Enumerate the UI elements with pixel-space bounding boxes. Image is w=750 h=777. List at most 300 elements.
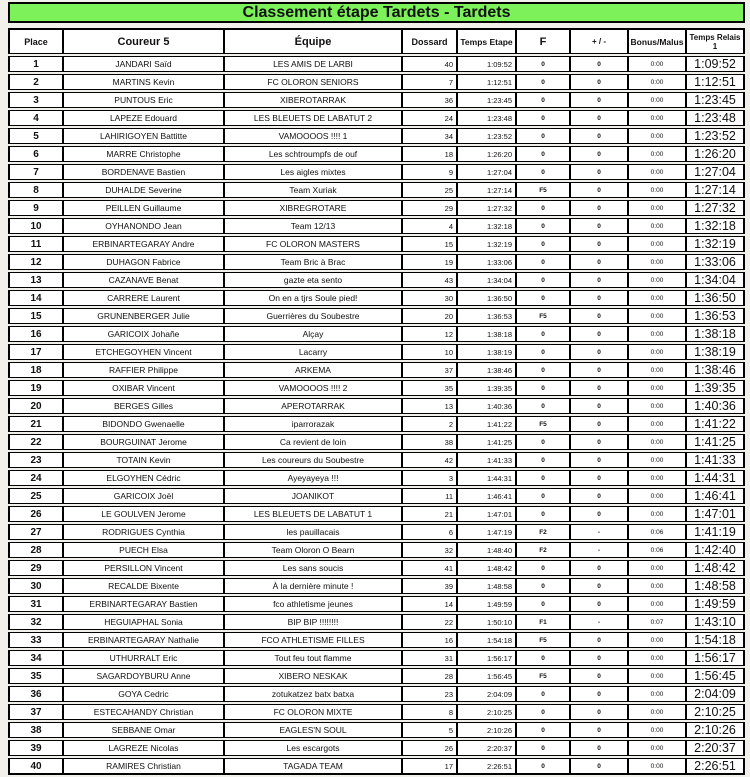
dossard-cell: 14 xyxy=(402,596,457,612)
column-header-plus-minus: + / - xyxy=(570,28,628,54)
temps-relais-cell: 1:39:35 xyxy=(686,380,745,396)
place-cell: 6 xyxy=(8,146,63,162)
table-row xyxy=(8,668,745,684)
column-header-bonus-malus: Bonus/Malus xyxy=(628,28,686,54)
temps-etape-cell: 1:49:59 xyxy=(457,596,516,612)
coureur-cell: LAGREZE Nicolas xyxy=(63,740,224,756)
column-header-f: F xyxy=(516,28,570,54)
table-row xyxy=(8,272,745,288)
plus-minus-cell: 0 xyxy=(570,182,628,198)
table-row xyxy=(8,686,745,702)
equipe-cell: FC OLORON MIXTE xyxy=(224,704,402,720)
plus-minus-cell: 0 xyxy=(570,110,628,126)
dossard-cell: 13 xyxy=(402,398,457,414)
equipe-cell: zotukatzez batx batxa xyxy=(224,686,402,702)
place-cell: 30 xyxy=(8,578,63,594)
f-cell: 0 xyxy=(516,236,570,252)
bonus-malus-cell: 0:00 xyxy=(628,236,686,252)
temps-etape-cell: 1:38:18 xyxy=(457,326,516,342)
f-cell: 0 xyxy=(516,758,570,775)
equipe-cell: Team Xuriak xyxy=(224,182,402,198)
dossard-cell: 38 xyxy=(402,434,457,450)
temps-relais-cell: 1:32:19 xyxy=(686,236,745,252)
coureur-cell: GOYA Cedric xyxy=(63,686,224,702)
temps-relais-cell: 1:43:10 xyxy=(686,614,745,630)
dossard-cell: 19 xyxy=(402,254,457,270)
equipe-cell: LES BLEUETS DE LABATUT 2 xyxy=(224,110,402,126)
plus-minus-cell: - xyxy=(570,542,628,558)
temps-etape-cell: 1:32:18 xyxy=(457,218,516,234)
coureur-cell: ERBINARTEGARAY Bastien xyxy=(63,596,224,612)
temps-etape-cell: 1:32:19 xyxy=(457,236,516,252)
temps-etape-cell: 1:23:52 xyxy=(457,128,516,144)
coureur-cell: RAFFIER Philippe xyxy=(63,362,224,378)
table-row xyxy=(8,92,745,108)
dossard-cell: 29 xyxy=(402,200,457,216)
equipe-cell: Les sans soucis xyxy=(224,560,402,576)
temps-relais-cell: 1:47:01 xyxy=(686,506,745,522)
temps-etape-cell: 1:38:19 xyxy=(457,344,516,360)
place-cell: 21 xyxy=(8,416,63,432)
equipe-cell: VAMOOOOS !!!! 2 xyxy=(224,380,402,396)
table-row xyxy=(8,56,745,72)
place-cell: 27 xyxy=(8,524,63,540)
place-cell: 4 xyxy=(8,110,63,126)
temps-relais-cell: 1:41:22 xyxy=(686,416,745,432)
coureur-cell: GARICOIX Joël xyxy=(63,488,224,504)
temps-etape-cell: 1:36:50 xyxy=(457,290,516,306)
equipe-cell: ARKEMA xyxy=(224,362,402,378)
bonus-malus-cell: 0:00 xyxy=(628,758,686,775)
equipe-cell: XIBERO NESKAK xyxy=(224,668,402,684)
plus-minus-cell: 0 xyxy=(570,452,628,468)
plus-minus-cell: 0 xyxy=(570,650,628,666)
f-cell: 0 xyxy=(516,650,570,666)
coureur-cell: BORDENAVE Bastien xyxy=(63,164,224,180)
bonus-malus-cell: 0:00 xyxy=(628,362,686,378)
temps-relais-cell: 1:44:31 xyxy=(686,470,745,486)
table-row xyxy=(8,614,745,630)
temps-etape-cell: 1:09:52 xyxy=(457,56,516,72)
plus-minus-cell: 0 xyxy=(570,56,628,72)
equipe-cell: On en a tjrs Soule pied! xyxy=(224,290,402,306)
dossard-cell: 24 xyxy=(402,110,457,126)
dossard-cell: 4 xyxy=(402,218,457,234)
table-row xyxy=(8,398,745,414)
f-cell: 0 xyxy=(516,578,570,594)
temps-etape-cell: 2:26:51 xyxy=(457,758,516,775)
place-cell: 19 xyxy=(8,380,63,396)
temps-relais-cell: 1:48:42 xyxy=(686,560,745,576)
plus-minus-cell: 0 xyxy=(570,416,628,432)
coureur-cell: MARTINS Kevin xyxy=(63,74,224,90)
plus-minus-cell: 0 xyxy=(570,146,628,162)
dossard-cell: 10 xyxy=(402,344,457,360)
bonus-malus-cell: 0:00 xyxy=(628,506,686,522)
column-header-temps-relais xyxy=(686,28,745,54)
plus-minus-cell: 0 xyxy=(570,488,628,504)
dossard-cell: 39 xyxy=(402,578,457,594)
coureur-cell: ELGOYHEN Cédric xyxy=(63,470,224,486)
table-row xyxy=(8,326,745,342)
place-cell: 35 xyxy=(8,668,63,684)
f-cell: 0 xyxy=(516,344,570,360)
table-row xyxy=(8,182,745,198)
temps-relais-cell: 1:38:46 xyxy=(686,362,745,378)
coureur-cell: TOTAIN Kevin xyxy=(63,452,224,468)
place-cell: 25 xyxy=(8,488,63,504)
plus-minus-cell: 0 xyxy=(570,506,628,522)
bonus-malus-cell: 0:00 xyxy=(628,164,686,180)
f-cell: 0 xyxy=(516,290,570,306)
coureur-cell: OXIBAR Vincent xyxy=(63,380,224,396)
dossard-cell: 18 xyxy=(402,146,457,162)
f-cell: 0 xyxy=(516,92,570,108)
column-header-equipe: Équipe xyxy=(224,28,402,54)
f-cell: F5 xyxy=(516,632,570,648)
equipe-cell: Guerrières du Soubestre xyxy=(224,308,402,324)
coureur-cell: LAHIRIGOYEN Battitte xyxy=(63,128,224,144)
dossard-cell: 41 xyxy=(402,560,457,576)
place-cell: 26 xyxy=(8,506,63,522)
f-cell: F5 xyxy=(516,668,570,684)
bonus-malus-cell: 0:00 xyxy=(628,740,686,756)
temps-etape-cell: 1:47:01 xyxy=(457,506,516,522)
dossard-cell: 6 xyxy=(402,524,457,540)
place-cell: 28 xyxy=(8,542,63,558)
place-cell: 16 xyxy=(8,326,63,342)
f-cell: 0 xyxy=(516,740,570,756)
plus-minus-cell: 0 xyxy=(570,560,628,576)
coureur-cell: DUHALDE Severine xyxy=(63,182,224,198)
dossard-cell: 5 xyxy=(402,722,457,738)
temps-etape-cell: 1:39:35 xyxy=(457,380,516,396)
page-title: Classement étape Tardets - Tardets xyxy=(8,2,745,23)
plus-minus-cell: 0 xyxy=(570,344,628,360)
f-cell: 0 xyxy=(516,74,570,90)
place-cell: 37 xyxy=(8,704,63,720)
temps-etape-cell: 1:54:18 xyxy=(457,632,516,648)
coureur-cell: ETCHEGOYHEN Vincent xyxy=(63,344,224,360)
equipe-cell: Ayeyayeya !!! xyxy=(224,470,402,486)
dossard-cell: 22 xyxy=(402,614,457,630)
f-cell: 0 xyxy=(516,398,570,414)
temps-etape-cell: 2:10:26 xyxy=(457,722,516,738)
dossard-cell: 23 xyxy=(402,686,457,702)
dossard-cell: 31 xyxy=(402,650,457,666)
temps-relais-cell: 1:41:25 xyxy=(686,434,745,450)
column-header-coureur: Coureur 5 xyxy=(63,28,224,54)
plus-minus-cell: 0 xyxy=(570,308,628,324)
equipe-cell: Ca revient de loin xyxy=(224,434,402,450)
temps-etape-cell: 1:47:19 xyxy=(457,524,516,540)
temps-relais-cell: 1:12:51 xyxy=(686,74,745,90)
f-cell: 0 xyxy=(516,380,570,396)
temps-etape-cell: 1:40:36 xyxy=(457,398,516,414)
table-row xyxy=(8,596,745,612)
coureur-cell: PUECH Elsa xyxy=(63,542,224,558)
equipe-cell: TAGADA TEAM xyxy=(224,758,402,775)
bonus-malus-cell: 0:00 xyxy=(628,56,686,72)
column-header-temps-etape: Temps Etape xyxy=(457,28,516,54)
equipe-cell: Tout feu tout flamme xyxy=(224,650,402,666)
equipe-cell: JOANIKOT xyxy=(224,488,402,504)
temps-etape-cell: 2:20:37 xyxy=(457,740,516,756)
coureur-cell: SEBBANE Omar xyxy=(63,722,224,738)
f-cell: 0 xyxy=(516,146,570,162)
plus-minus-cell: 0 xyxy=(570,164,628,180)
temps-relais-cell: 1:27:04 xyxy=(686,164,745,180)
place-cell: 38 xyxy=(8,722,63,738)
plus-minus-cell: 0 xyxy=(570,470,628,486)
bonus-malus-cell: 0:06 xyxy=(628,524,686,540)
dossard-cell: 43 xyxy=(402,272,457,288)
equipe-cell: Team Oloron O Bearn xyxy=(224,542,402,558)
plus-minus-cell: 0 xyxy=(570,380,628,396)
coureur-cell: PERSILLON Vincent xyxy=(63,560,224,576)
temps-relais-cell: 2:26:51 xyxy=(686,758,745,775)
results-body xyxy=(8,56,745,775)
bonus-malus-cell: 0:07 xyxy=(628,614,686,630)
equipe-cell: Les coureurs du Soubestre xyxy=(224,452,402,468)
place-cell: 39 xyxy=(8,740,63,756)
temps-etape-cell: 1:48:40 xyxy=(457,542,516,558)
plus-minus-cell: - xyxy=(570,524,628,540)
place-cell: 34 xyxy=(8,650,63,666)
temps-relais-header-line1: Temps Relais xyxy=(689,32,741,42)
dossard-cell: 2 xyxy=(402,416,457,432)
temps-etape-cell: 1:44:31 xyxy=(457,470,516,486)
place-cell: 23 xyxy=(8,452,63,468)
bonus-malus-cell: 0:00 xyxy=(628,704,686,720)
temps-relais-cell: 2:20:37 xyxy=(686,740,745,756)
dossard-cell: 17 xyxy=(402,758,457,775)
bonus-malus-cell: 0:00 xyxy=(628,128,686,144)
bonus-malus-cell: 0:00 xyxy=(628,182,686,198)
equipe-cell: APEROTARRAK xyxy=(224,398,402,414)
table-row xyxy=(8,416,745,432)
plus-minus-cell: 0 xyxy=(570,272,628,288)
place-cell: 11 xyxy=(8,236,63,252)
plus-minus-cell: 0 xyxy=(570,686,628,702)
f-cell: 0 xyxy=(516,560,570,576)
plus-minus-cell: 0 xyxy=(570,596,628,612)
plus-minus-cell: 0 xyxy=(570,740,628,756)
table-row xyxy=(8,632,745,648)
temps-relais-cell: 1:36:50 xyxy=(686,290,745,306)
coureur-cell: GRUNENBERGER Julie xyxy=(63,308,224,324)
table-row xyxy=(8,470,745,486)
equipe-cell: LES BLEUETS DE LABATUT 1 xyxy=(224,506,402,522)
plus-minus-cell: 0 xyxy=(570,74,628,90)
dossard-cell: 34 xyxy=(402,128,457,144)
bonus-malus-cell: 0:00 xyxy=(628,650,686,666)
bonus-malus-cell: 0:00 xyxy=(628,560,686,576)
equipe-cell: gazte eta sento xyxy=(224,272,402,288)
place-cell: 31 xyxy=(8,596,63,612)
place-cell: 13 xyxy=(8,272,63,288)
place-cell: 40 xyxy=(8,758,63,775)
place-cell: 33 xyxy=(8,632,63,648)
temps-relais-cell: 2:04:09 xyxy=(686,686,745,702)
temps-etape-cell: 1:41:22 xyxy=(457,416,516,432)
bonus-malus-cell: 0:00 xyxy=(628,686,686,702)
dossard-cell: 26 xyxy=(402,740,457,756)
coureur-cell: GARICOIX Johañe xyxy=(63,326,224,342)
coureur-cell: HEGUIAPHAL Sonia xyxy=(63,614,224,630)
coureur-cell: LAPEZE Edouard xyxy=(63,110,224,126)
f-cell: 0 xyxy=(516,218,570,234)
temps-relais-cell: 1:36:53 xyxy=(686,308,745,324)
coureur-cell: OYHANONDO Jean xyxy=(63,218,224,234)
f-cell: 0 xyxy=(516,470,570,486)
table-row xyxy=(8,362,745,378)
plus-minus-cell: 0 xyxy=(570,434,628,450)
f-cell: 0 xyxy=(516,488,570,504)
bonus-malus-cell: 0:00 xyxy=(628,326,686,342)
coureur-cell: ERBINARTEGARAY Andre xyxy=(63,236,224,252)
place-cell: 8 xyxy=(8,182,63,198)
temps-relais-header-line2: 1 xyxy=(712,41,718,51)
table-row xyxy=(8,308,745,324)
place-cell: 14 xyxy=(8,290,63,306)
plus-minus-cell: 0 xyxy=(570,722,628,738)
coureur-cell: RECALDE Bixente xyxy=(63,578,224,594)
equipe-cell: Alçay xyxy=(224,326,402,342)
bonus-malus-cell: 0:00 xyxy=(628,308,686,324)
plus-minus-cell: 0 xyxy=(570,758,628,775)
table-row xyxy=(8,650,745,666)
temps-relais-cell: 1:56:45 xyxy=(686,668,745,684)
dossard-cell: 40 xyxy=(402,56,457,72)
bonus-malus-cell: 0:00 xyxy=(628,290,686,306)
bonus-malus-cell: 0:00 xyxy=(628,344,686,360)
bonus-malus-cell: 0:00 xyxy=(628,110,686,126)
equipe-cell: VAMOOOOS !!!! 1 xyxy=(224,128,402,144)
f-cell: 0 xyxy=(516,722,570,738)
f-cell: 0 xyxy=(516,128,570,144)
coureur-cell: CARRERE Laurent xyxy=(63,290,224,306)
coureur-cell: JANDARI Saïd xyxy=(63,56,224,72)
bonus-malus-cell: 0:00 xyxy=(628,200,686,216)
temps-etape-cell: 1:27:14 xyxy=(457,182,516,198)
equipe-cell: XIBREGROTARE xyxy=(224,200,402,216)
equipe-cell: FC OLORON SENIORS xyxy=(224,74,402,90)
dossard-cell: 37 xyxy=(402,362,457,378)
coureur-cell: PUNTOUS Eric xyxy=(63,92,224,108)
plus-minus-cell: 0 xyxy=(570,236,628,252)
table-row xyxy=(8,452,745,468)
equipe-cell: XIBEROTARRAK xyxy=(224,92,402,108)
dossard-cell: 20 xyxy=(402,308,457,324)
equipe-cell: Team Bric à Brac xyxy=(224,254,402,270)
temps-etape-cell: 1:23:45 xyxy=(457,92,516,108)
f-cell: 0 xyxy=(516,164,570,180)
place-cell: 24 xyxy=(8,470,63,486)
plus-minus-cell: 0 xyxy=(570,290,628,306)
temps-relais-cell: 1:09:52 xyxy=(686,56,745,72)
bonus-malus-cell: 0:00 xyxy=(628,722,686,738)
place-cell: 15 xyxy=(8,308,63,324)
bonus-malus-cell: 0:00 xyxy=(628,218,686,234)
f-cell: 0 xyxy=(516,686,570,702)
f-cell: 0 xyxy=(516,704,570,720)
coureur-cell: RAMIRES Christian xyxy=(63,758,224,775)
place-cell: 17 xyxy=(8,344,63,360)
place-cell: 20 xyxy=(8,398,63,414)
coureur-cell: ESTECAHANDY Christian xyxy=(63,704,224,720)
column-header-place: Place xyxy=(8,28,63,54)
dossard-cell: 8 xyxy=(402,704,457,720)
f-cell: 0 xyxy=(516,254,570,270)
equipe-cell: À la dernière minute ! xyxy=(224,578,402,594)
plus-minus-cell: 0 xyxy=(570,218,628,234)
plus-minus-cell: 0 xyxy=(570,704,628,720)
f-cell: F1 xyxy=(516,614,570,630)
equipe-cell: LES AMIS DE LARBI xyxy=(224,56,402,72)
temps-relais-cell: 1:41:19 xyxy=(686,524,745,540)
place-cell: 32 xyxy=(8,614,63,630)
temps-etape-cell: 1:56:17 xyxy=(457,650,516,666)
table-row xyxy=(8,236,745,252)
temps-relais-cell: 2:10:25 xyxy=(686,704,745,720)
dossard-cell: 7 xyxy=(402,74,457,90)
temps-etape-cell: 1:56:45 xyxy=(457,668,516,684)
plus-minus-cell: 0 xyxy=(570,254,628,270)
temps-relais-cell: 1:38:18 xyxy=(686,326,745,342)
f-cell: 0 xyxy=(516,326,570,342)
dossard-cell: 16 xyxy=(402,632,457,648)
f-cell: F5 xyxy=(516,182,570,198)
temps-relais-cell: 1:41:33 xyxy=(686,452,745,468)
bonus-malus-cell: 0:00 xyxy=(628,92,686,108)
dossard-cell: 9 xyxy=(402,164,457,180)
results-sheet xyxy=(8,2,745,777)
table-row xyxy=(8,146,745,162)
temps-relais-cell: 1:49:59 xyxy=(686,596,745,612)
bonus-malus-cell: 0:00 xyxy=(628,434,686,450)
dossard-cell: 35 xyxy=(402,380,457,396)
dossard-cell: 11 xyxy=(402,488,457,504)
coureur-cell: BOURGUINAT Jerome xyxy=(63,434,224,450)
dossard-cell: 12 xyxy=(402,326,457,342)
f-cell: 0 xyxy=(516,110,570,126)
temps-relais-cell: 2:10:26 xyxy=(686,722,745,738)
place-cell: 29 xyxy=(8,560,63,576)
temps-etape-cell: 1:27:32 xyxy=(457,200,516,216)
place-cell: 18 xyxy=(8,362,63,378)
f-cell: 0 xyxy=(516,362,570,378)
dossard-cell: 30 xyxy=(402,290,457,306)
bonus-malus-cell: 0:00 xyxy=(628,632,686,648)
f-cell: 0 xyxy=(516,452,570,468)
temps-etape-cell: 1:41:33 xyxy=(457,452,516,468)
bonus-malus-cell: 0:06 xyxy=(628,542,686,558)
plus-minus-cell: 0 xyxy=(570,200,628,216)
temps-etape-cell: 1:41:25 xyxy=(457,434,516,450)
temps-relais-cell: 1:27:14 xyxy=(686,182,745,198)
table-row xyxy=(8,560,745,576)
coureur-cell: CAZANAVE Benat xyxy=(63,272,224,288)
temps-etape-cell: 1:38:46 xyxy=(457,362,516,378)
place-cell: 3 xyxy=(8,92,63,108)
table-row xyxy=(8,254,745,270)
place-cell: 9 xyxy=(8,200,63,216)
table-row xyxy=(8,542,745,558)
f-cell: F5 xyxy=(516,308,570,324)
bonus-malus-cell: 0:00 xyxy=(628,470,686,486)
dossard-cell: 32 xyxy=(402,542,457,558)
